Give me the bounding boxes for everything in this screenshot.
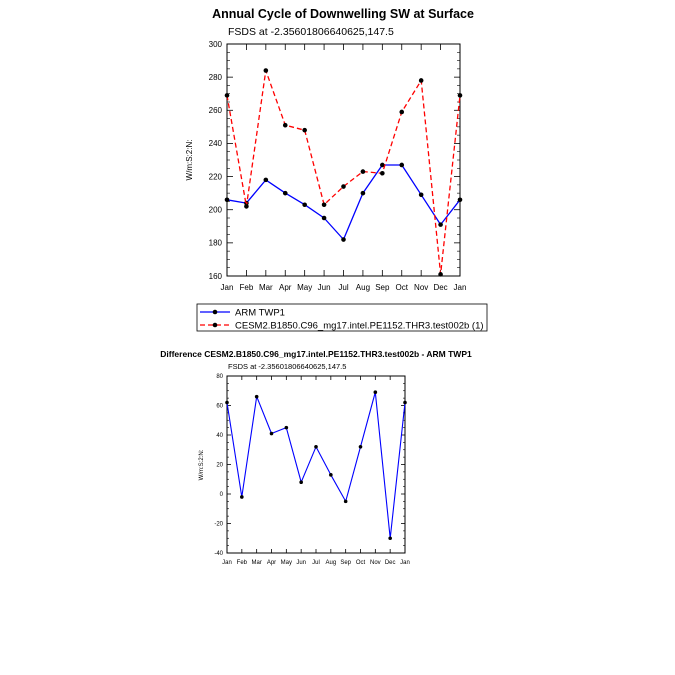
chart1-xtick-label: Apr <box>279 283 292 292</box>
chart1-legend <box>197 304 487 332</box>
chart2-series-1-point <box>225 401 229 405</box>
legend-label-series-1: ARM TWP1 <box>235 307 285 319</box>
chart2-ytick-label: -20 <box>214 521 223 528</box>
chart2-xtick-label: Dec <box>384 560 396 566</box>
chart1-series-2-point <box>419 78 424 83</box>
chart2-xtick-label: Mar <box>251 560 262 566</box>
chart1-subtitle: FSDS at -2.35601806640625,147.5 <box>228 26 394 38</box>
chart2-xtick-label: Jan <box>400 560 410 566</box>
chart1-series-1-point <box>438 222 443 227</box>
chart2-xtick-label: Aug <box>325 560 337 566</box>
chart2-ylabel: W/m:S:2:N: <box>199 449 205 481</box>
chart1-ytick-label: 300 <box>208 39 222 49</box>
legend-label-series-2: CESM2.B1850.C96_mg17.intel.PE1152.THR3.test002b (1) <box>235 320 484 332</box>
chart1-series-1-point <box>225 197 230 202</box>
chart1-series-1-point <box>361 191 366 196</box>
chart1-ytick-label: 280 <box>208 72 222 82</box>
chart2-ytick-label: 60 <box>216 403 223 410</box>
chart1-series-1-point <box>341 237 346 242</box>
chart1-ytick-label: 240 <box>208 139 222 149</box>
chart1-xtick-label: May <box>297 283 313 292</box>
chart2-ytick-label: 40 <box>216 433 223 440</box>
chart1-series-1-point <box>322 216 327 221</box>
chart1-title: Annual Cycle of Downwelling SW at Surface <box>212 7 474 21</box>
chart1-ytick-label: 160 <box>208 271 222 281</box>
chart1-series-2-point <box>264 68 269 73</box>
chart2-ytick-label: 20 <box>216 462 223 469</box>
chart1-series-1-point <box>458 197 463 202</box>
chart1-series-2-point <box>458 93 463 98</box>
chart1-xtick-label: Jul <box>338 283 349 292</box>
chart1-series-2-point <box>225 93 230 98</box>
chart1-series-2-point <box>322 202 327 207</box>
chart2-ytick-label: 80 <box>216 374 223 381</box>
chart2-series-1-point <box>299 480 303 484</box>
chart2-xtick-label: Feb <box>236 560 248 566</box>
legend-marker-series-2 <box>213 323 218 328</box>
chart2-series-1-point <box>388 536 392 540</box>
chart2-xtick-label: Sep <box>340 560 352 566</box>
chart2-series-1-point <box>329 473 333 477</box>
chart2-series-1-point <box>359 445 363 449</box>
chart2-ytick-label: -40 <box>214 551 223 558</box>
chart2-xtick-label: Jul <box>312 560 320 566</box>
chart1-series-2-point <box>361 169 366 174</box>
chart2-series-1-point <box>314 445 318 449</box>
chart1-ytick-label: 220 <box>208 172 222 182</box>
chart2-series-1-point <box>240 495 244 499</box>
chart2-series-1-point <box>374 390 378 394</box>
chart2-ytick-label: 0 <box>219 492 223 499</box>
chart1-series-1-point <box>399 163 404 168</box>
chart1-plot <box>209 40 467 292</box>
chart2-xtick-label: May <box>280 560 293 566</box>
chart2-xtick-label: Jun <box>296 560 307 566</box>
chart1-series-2-point <box>399 110 404 115</box>
chart2-xtick-label: Jan <box>222 560 232 566</box>
chart1-series-1-line <box>227 165 460 240</box>
chart1-xtick-label: Sep <box>375 283 390 292</box>
chart2-series-1-line <box>227 392 405 538</box>
chart1-xtick-label: Jun <box>317 283 331 292</box>
chart1-xtick-label: Jan <box>453 283 467 292</box>
chart1-ytick-label: 180 <box>208 238 222 248</box>
chart1-series-2-point <box>341 184 346 189</box>
chart2-series-1-point <box>344 500 348 504</box>
chart1-xtick-label: Jan <box>220 283 234 292</box>
chart2-series-1-point <box>403 401 407 405</box>
chart1-series-2-point <box>302 128 307 133</box>
chart1-ytick-label: 260 <box>208 106 222 116</box>
chart1-series-1-point <box>264 178 269 183</box>
chart1-series-1-point <box>302 202 307 207</box>
chart1-series-2-point <box>438 272 443 277</box>
chart1-xtick-label: Mar <box>258 283 273 292</box>
chart2-plot <box>214 374 410 566</box>
chart1-series-2-point <box>283 123 288 128</box>
chart1-series-2-point <box>380 171 385 176</box>
chart1-xtick-label: Feb <box>239 283 254 292</box>
chart2-title: Difference CESM2.B1850.C96_mg17.intel.PE1152.THR3.test002b - ARM TWP1 <box>160 349 472 359</box>
chart1-ytick-label: 200 <box>208 205 222 215</box>
chart1-series-2-line <box>227 71 460 275</box>
legend-marker-series-1 <box>213 310 218 315</box>
chart2-series-1-point <box>255 395 259 399</box>
chart1-series-1-point <box>419 193 424 198</box>
chart1-series-2-point <box>244 204 249 209</box>
chart2-series-1-point <box>270 432 274 436</box>
chart1-ylabel: W/m:S:2:N: <box>185 139 194 181</box>
chart1-xtick-label: Dec <box>433 283 448 292</box>
chart1-xtick-label: Oct <box>395 283 408 292</box>
chart1-xtick-label: Nov <box>414 283 429 292</box>
chart2-subtitle: FSDS at -2.35601806640625,147.5 <box>228 362 347 371</box>
chart2-xtick-label: Oct <box>355 560 366 566</box>
chart2-xtick-label: Apr <box>266 560 277 566</box>
chart2-xtick-label: Nov <box>369 560 381 566</box>
chart1-xtick-label: Aug <box>355 283 371 292</box>
chart2-frame <box>227 376 405 553</box>
chart2-series-1-point <box>285 426 289 430</box>
chart1-series-1-point <box>283 191 288 196</box>
